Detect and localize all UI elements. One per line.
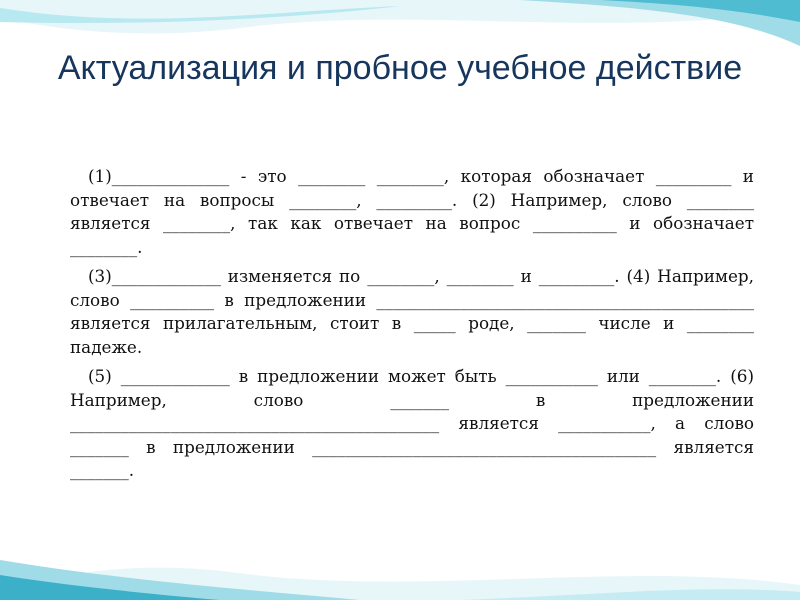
slide-title: Актуализация и пробное учебное действие [57, 49, 743, 87]
exercise-paragraph-3: (5) _____________ в предложении может быть ___________ или ________. (6) Например, слово _______ в предложении ____________________________________________ является ___________, а слово _______ в предложении _________________________________________ является _______. [70, 366, 760, 480]
exercise-paragraph-2: (3)_____________ изменяется по ________, ________ и _________. (4) Например, слово __________ в предложении _____________________________________________ является прилагательным, стоит в _____ роде, _______ числе и ________ падеже. [70, 266, 760, 357]
exercise-text [70, 165, 760, 489]
exercise-paragraph-1: (1)______________ - это ________ ________, которая обозначает _________ и отвечает на вопросы ________, _________. (2) Например, слово ________ является ________, так как отвечает на вопрос __________ и обозначает ________. [70, 166, 760, 257]
